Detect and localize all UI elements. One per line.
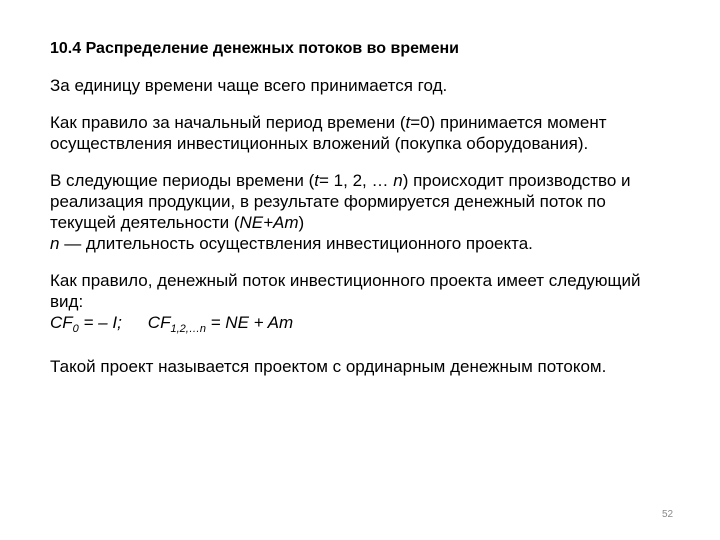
cash-flow-formula	[50, 312, 690, 340]
following-periods-text-b: = 1, 2, …	[319, 171, 394, 190]
cash-flow-form-line-2: вид:	[50, 292, 84, 311]
paragraph-initial-period	[50, 112, 690, 154]
paragraph-time-unit	[50, 75, 690, 96]
initial-period-text-a: Как правило за начальный период времени (	[50, 113, 406, 132]
paragraph-cash-flow-form	[50, 270, 690, 340]
following-periods-text-d: текущей деятельности (	[50, 213, 240, 232]
paragraph-following-periods	[50, 170, 690, 254]
page-number: 52	[662, 509, 674, 520]
paragraph-ordinary-project	[50, 356, 690, 377]
variable-n: n	[393, 171, 403, 190]
time-unit-text: За единицу времени чаще всего принимается год.	[50, 76, 448, 95]
following-periods-line-2: реализация продукции, в результате формируется денежный поток по	[50, 192, 606, 211]
variable-t: t	[405, 113, 411, 132]
formula-cf1n: $CF_{1,2,\dots n}$ = NE + Am	[147, 313, 294, 335]
initial-period-line-2: осуществления инвестиционных вложений (покупка оборудования).	[50, 134, 589, 153]
formula-cf0: $CF_0$ = – I;	[50, 313, 122, 335]
following-periods-line-4	[50, 233, 690, 254]
following-periods-line-3	[50, 212, 690, 233]
variable-n: n	[50, 234, 60, 253]
variable-t: t	[314, 171, 320, 190]
following-periods-text-c: ) происходит производство и	[402, 171, 631, 190]
following-periods-text-a: В следующие периоды времени (	[50, 171, 315, 190]
cash-flow-form-line-1: Как правило, денежный поток инвестиционного проекта имеет следующий	[50, 271, 641, 290]
following-periods-line-1	[50, 170, 690, 191]
following-periods-text-e: )	[298, 213, 305, 232]
initial-period-line-1	[50, 112, 690, 133]
initial-period-text-b: =0) принимается момент	[410, 113, 607, 132]
following-periods-text-f: — длительность осуществления инвестиционного проекта.	[59, 234, 533, 253]
ordinary-project-text: Такой проект называется проектом с ординарным денежным потоком.	[50, 357, 607, 376]
slide-content	[50, 38, 690, 393]
variable-ne-am: NE+Am	[239, 213, 299, 232]
slide-heading: 10.4 Распределение денежных потоков во времени	[50, 40, 460, 57]
